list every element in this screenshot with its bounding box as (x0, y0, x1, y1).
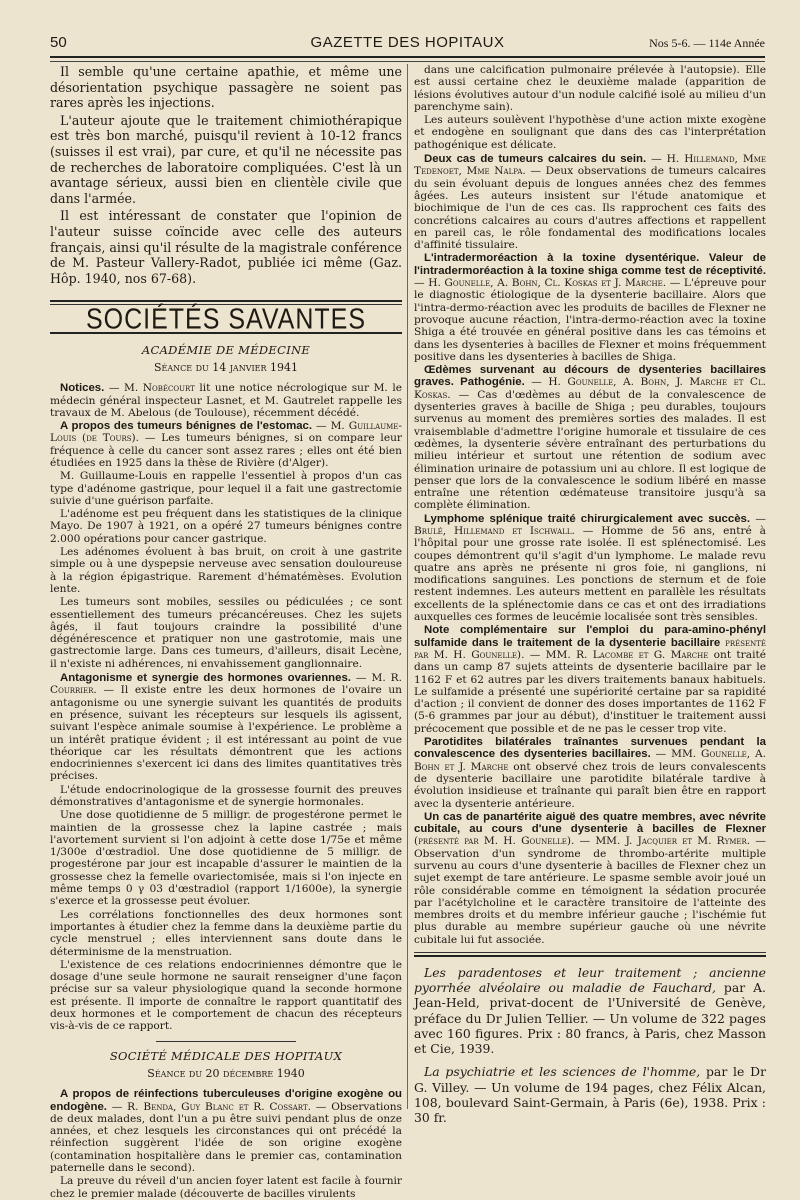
abstract-authors: — R. Benda, Guy Blanc et R. Cossart. (111, 1100, 311, 1113)
abstract-authors: — H. Gounelle, A. Bohn, J. Marche et Cl. Koskas. (414, 376, 766, 401)
column-divider (407, 64, 408, 1109)
abstract (414, 153, 766, 251)
abstract-authors: — M. R. Courrier. (50, 672, 403, 697)
abstract-title: A propos de réinfections tuberculeuses d'origine exogène ou endogène. (50, 1088, 402, 1113)
abstract-authors: — M. Guillaume-Louis (de Tours). (50, 420, 402, 445)
continuation-paragraph: Les auteurs soulèvent l'hypothèse d'une action mixte exogène et endogène en soulignant que dans des cas l'interprétation pathogénique est délicate. (414, 114, 766, 151)
abstract (414, 624, 766, 735)
divider (414, 955, 766, 957)
abstract (414, 252, 766, 363)
section-title: SOCIÉTÉS SAVANTES (85, 303, 367, 336)
book-notice (414, 965, 766, 1056)
abstract-paragraph: Les adénomes évoluent à bas bruit, on croit à une gastrite simple ou à une dyspepsie nerveuse avec sensation douloureuse à la région épigastrique. Rarement d'hématémèses. Evolution lente. (50, 546, 402, 595)
book-details: par le Dr G. Villey. — Un volume de 194 pages, chez Félix Alcan, 108, boulevard Saint-Germain, à Paris (6e), 1938. Prix : 30 fr. (414, 1064, 766, 1125)
book-list (414, 965, 766, 1125)
abstract-text: — Deux observations de tumeurs calcaires du sein évoluant depuis de longues années chez des femmes âgées. Les auteurs insistent sur l'étude anatomique et biochimique de l'un de ces cas. Ils rapprochent ces faits des concrétions calcaires au cours d'autres affections et rappellent en pareil cas, le rôle fondamental des modifications locales d'affinité tissulaire. (414, 165, 766, 252)
abstract-title: Parotidites bilatérales traînantes survenues pendant la convalescence des dysenteries bacillaires. (414, 736, 766, 761)
book-entry (414, 965, 766, 1056)
abstract-paragraph: La preuve du réveil d'un ancien foyer latent est facile à fournir chez le premier malade (découverte de bacilles virulents (50, 1175, 402, 1200)
intro-paragraph: Il est intéressant de constater que l'opinion de l'auteur suisse coïncide avec celle des auteurs français, ainsi qu'il résulte de la magistrale conférence de M. Pasteur Vallery-Radot, publiée ici même (Gaz. Hôp. 1940, nos 67-68). (50, 208, 402, 286)
abstract (414, 811, 766, 946)
abstract-title: Note complémentaire sur l'emploi du para-amino-phényl sulfamide dans le traitement de la dysenterie bacillaire (414, 624, 766, 649)
abstract-title: Œdèmes survenant au décours de dysenteries bacillaires graves. Pathogénie. (414, 364, 766, 389)
abstract-title: Deux cas de tumeurs calcaires du sein. (424, 153, 647, 166)
abstract-text: ont observé chez trois de leurs convalescents de dysenterie bacillaire une parotidite bilatérale tardive à évolution insidieuse et traînante qui paraît bien être en rapport avec la dysenterie antérieure. (414, 760, 767, 810)
abstract-title: Notices. (60, 382, 105, 395)
section-header (50, 300, 402, 336)
abstract-authors: — Brulé, Hillemand et Ischwall. (414, 512, 766, 537)
divider (156, 1041, 296, 1042)
abstract-paragraph: Une dose quotidienne de 5 milligr. de progestérone permet le maintien de la grossesse chez la lapine castrée ; mais l'avortement survient si l'on adjoint à cette dose 1/75e et même 1/300e d'œstradiol. Une dose quotidienne de 5 milligr. de progestérone par jour est incapable d'assurer le maintien de la grossesse chez la femelle ovariectomisée, mais si l'on injecte en même temps 0 γ 03 d'œstradiol (rapport 1/1600e), la synergie s'exerce et la grossesse peut évoluer. (50, 809, 402, 908)
book-details: par A. Jean-Held, privat-docent de l'Université de Genève, préface du Dr Julien Tellier. — Un volume de 322 pages avec 160 figures. Prix : 80 francs, à Paris, chez Masson et Cie, 1939. (414, 980, 766, 1057)
abstract (414, 513, 766, 624)
abstract-text: — Cas d'œdèmes au début de la convalescence de dysenteries graves à bacille de Shiga ; peu durables, toujours survenus au moment des premières sorties des malades. Il est vraisemblable d'admettre l'origine humorale et tissulaire de ces œdèmes, la dysenterie sévère entraînant des perturbations du milieu intérieur et surtout une rétention de sodium avec élimination urinaire de potassium uni au chlore. Il est logique de penser que lors de la convalescence le sodium libéré en masse entraîne une rétention œdémateuse transitoire jusqu'à sa complète élimination. (414, 388, 766, 512)
abstract (50, 672, 402, 783)
book-entry (414, 1064, 766, 1125)
abstract-list (50, 382, 402, 1032)
abstract-paragraph: L'existence de ces relations endocriniennes démontre que le dosage d'une seule hormone ne saurait renseigner d'une façon précise sur sa valeur physiologique quand la seconde hormone est présente. Il importe de connaître le rapport quantitatif des deux hormones et le comportement de chacun des récepteurs vis-à-vis de ce rapport. (50, 958, 402, 1033)
book-title: La psychiatrie et les sciences de l'homme, (424, 1064, 701, 1080)
abstract-authors: présenté par M. H. Gounelle). — MM. R. Lacombe et G. Marche (414, 636, 767, 661)
abstract-text: — Observation d'un syndrome de thrombo-artérite multiple survenu au cours d'une dysenterie à bacilles de Flexner chez un sujet exempt de tare antérieure. Le spasme semble avoir joué un rôle considérable comme en témoignent la sédation procurée par l'acétylcholine et le caractère transitoire de l'atteinte des membres droits et du membre inférieur gauche ; l'ischémie fut plus durable au membre supérieur gauche où une névrite cubitale lui fut associée. (414, 835, 766, 946)
divider (414, 952, 766, 953)
abstract-text: — Il existe entre les deux hormones de l'ovaire un antagonisme ou une synergie suivant les quantités de produits en présence, suivant les récepteurs sur lesquels ils agissent, suivant l'espèce animale soumise à l'expérience. Le problème a un intérêt pratique évident ; il est intéressant au point de vue théorique car les résultats démontrent que les actions endocriniennes s'exercent ici dans des limites quantitatives très précises. (50, 684, 402, 783)
abstract-authors: — MM. Gounelle, A. Bohn et J. Marche (414, 748, 766, 773)
intro-paragraph: L'auteur ajoute que le traitement chimiothérapique est très bon marché, puisqu'il revient à 10-12 francs (suisses il est vrai), par cure, et qu'il ne nécessite pas de recherches de laboratoire compliquées. C'est là un avantage sérieux, aussi bien en clientèle civile que dans l'armée. (50, 112, 402, 206)
society-title: SOCIÉTÉ MÉDICALE DES HOPITAUX (109, 1048, 343, 1063)
abstract-authors: — M. Nobécourt (108, 382, 195, 395)
abstract-authors: (présenté par M. H. Gounelle). — MM. J. Jacquier et M. Rymer. (414, 835, 751, 848)
seance-date: Séance du 14 janvier 1941 (153, 360, 299, 374)
abstract-list (414, 153, 766, 946)
abstract-text: lit une notice nécrologique sur M. le médecin général inspecteur Lasnet, et M. Gautrelet rappelle les travaux de M. Abelous (de Toulouse), récemment décédé. (50, 382, 402, 419)
abstract-paragraph: Les tumeurs sont mobiles, sessiles ou pédiculées ; ce sont essentiellement des tumeurs précancéreuses. Chez les sujets âgés, il faut toujours craindre la possibilité d'une dégénérescence et pratiquer non une gastrotomie, mais une gastrectomie large. Dans ces tumeurs, d'ailleurs, disait Lecène, il n'existe ni adhérences, ni envahissement ganglionnaire. (50, 596, 402, 670)
abstract-list (50, 1088, 402, 1200)
header-rule (50, 61, 765, 62)
continuation-paragraph: dans une calcification pulmonaire prélevée à l'autopsie). Elle est aussi certaine chez le deuxième malade (apparition de lésions évolutives autour d'un nodule calcifié isolé au milieu d'un parenchyme sain). (414, 64, 766, 113)
abstract (414, 364, 766, 512)
abstract-paragraph: M. Guillaume-Louis en rappelle l'essentiel à propos d'un cas type d'adénome gastrique, pour lequel il a fait une gastrectomie suivie d'une guérison parfaite. (50, 470, 402, 507)
abstract-paragraph: L'adénome est peu fréquent dans les statistiques de la clinique Mayo. De 1907 à 1921, on a opéré 27 tumeurs bénignes contre 2.000 opérations pour cancer gastrique. (50, 508, 402, 545)
seance-date: Séance du 20 décembre 1940 (147, 1066, 305, 1080)
abstract-title: A propos des tumeurs bénignes de l'estomac. (60, 420, 313, 433)
abstract-title: Un cas de panartérite aiguë des quatre membres, avec névrite cubitale, au cours d'une dysenterie à bacilles de Flexner (414, 810, 766, 836)
abstract-title: L'intradermoréaction à la toxine dysentérique. Valeur de l'intradermoréaction à la toxine shiga comme test de réceptivité. (414, 252, 766, 277)
page-number: 50 (50, 34, 67, 51)
abstract-text: — L'épreuve pour le diagnostic étiologique de la dysenterie bacillaire. Alors que l'intra-dermo-réaction avec les produits de bacilles de Flexner ne provoque aucune réaction, l'intra-dermo-réaction avec la toxine Shiga a été trouvée en général positive dans les cas témoins et dans les dysenteries à bacilles de Flexner et moins fréquemment positive dans les dysenteries à bacilles de Shiga. (414, 277, 766, 363)
abstract-paragraph: L'étude endocrinologique de la grossesse fournit des preuves démonstratives d'antagonisme et de synergie hormonales. (50, 783, 402, 808)
abstract (414, 736, 766, 810)
abstract (50, 1088, 402, 1174)
book-title: Les paradentoses et leur traitement ; ancienne pyorrhée alvéolaire ou maladie de Fauchard, (414, 965, 766, 996)
abstract (50, 382, 402, 419)
intro-text (50, 64, 402, 286)
issue-label: Nos 5-6. — 114e Année (649, 36, 765, 50)
abstract-paragraph: Les corrélations fonctionnelles des deux hormones sont importantes à étudier chez la femme dans la deuxième partie du cycle menstruel ; elles interviennent sans doute dans le déterminisme de la menstruation. (50, 908, 402, 958)
abstract-title: Antagonisme et synergie des hormones ovariennes. (60, 672, 351, 685)
left-column (50, 64, 403, 1200)
society-title: ACADÉMIE DE MÉDECINE (141, 342, 311, 357)
abstract-authors: — H. Hillemand, Mme Tedenoet, Mme Nalpa. (414, 153, 766, 178)
book-notice (414, 1064, 766, 1125)
page-header (50, 28, 765, 58)
journal-title: GAZETTE DES HOPITAUX (310, 34, 505, 51)
abstract-text: — Homme de 56 ans, entré à l'hôpital pour une grosse rate isolée. Il est splénectomisé. Les coupes démontrent qu'il s'agit d'un lymphome. Le malade revu quatre ans après ne présente ni gros foie, ni ganglions, ni modifications sanguines. Les ponctions de sternum et de foie restent indemnes. Les auteurs mettent en parallèle les résultats excellents de la splénectomie dans ce cas et ont des irradiations auxquelles ces formes de leucémie localisée sont très sensibles. (414, 524, 767, 624)
section-rule (50, 300, 402, 302)
right-column (414, 64, 766, 1124)
abstract-text: ont traité dans un camp 87 sujets atteints de dysenterie bacillaire par le 1162 F et 62 autres par les divers traitements banaux habituels. Le sulfamide a présenté une supériorité certaine par sa rapidité d'action ; il convient de donner des doses importantes de 1162 F (5-6 grammes par jour au début), d'instituer le traitement aussi précocement que possible et de ne pas le cesser trop vite. (414, 648, 766, 735)
intro-paragraph: Il semble qu'une certaine apathie, et même une désorientation psychique passagère ne soient pas rares après les injections. (50, 64, 402, 111)
abstract-text: — Les tumeurs bénignes, si on compare leur fréquence à celle du cancer sont assez rares ; elles ont été bien étudiées en 1925 dans la thèse de Rivière (d'Alger). (50, 432, 402, 469)
abstract-text: — Observations de deux malades, dont l'un a pu être suivi pendant plus de onze années, et chez lesquels les circonstances qui ont précédé la réinfection suggèrent l'idée de son origine exogène (contamination hospitalière dans le premier cas, contamination paternelle dans le second). (50, 1100, 403, 1175)
abstract-authors: — H. Gounelle, A. Bohn, Cl. Koskas et J. Marche. (414, 277, 667, 290)
abstract-title: Lymphome splénique traité chirurgicalement avec succès. (424, 512, 751, 525)
abstract (50, 420, 402, 469)
